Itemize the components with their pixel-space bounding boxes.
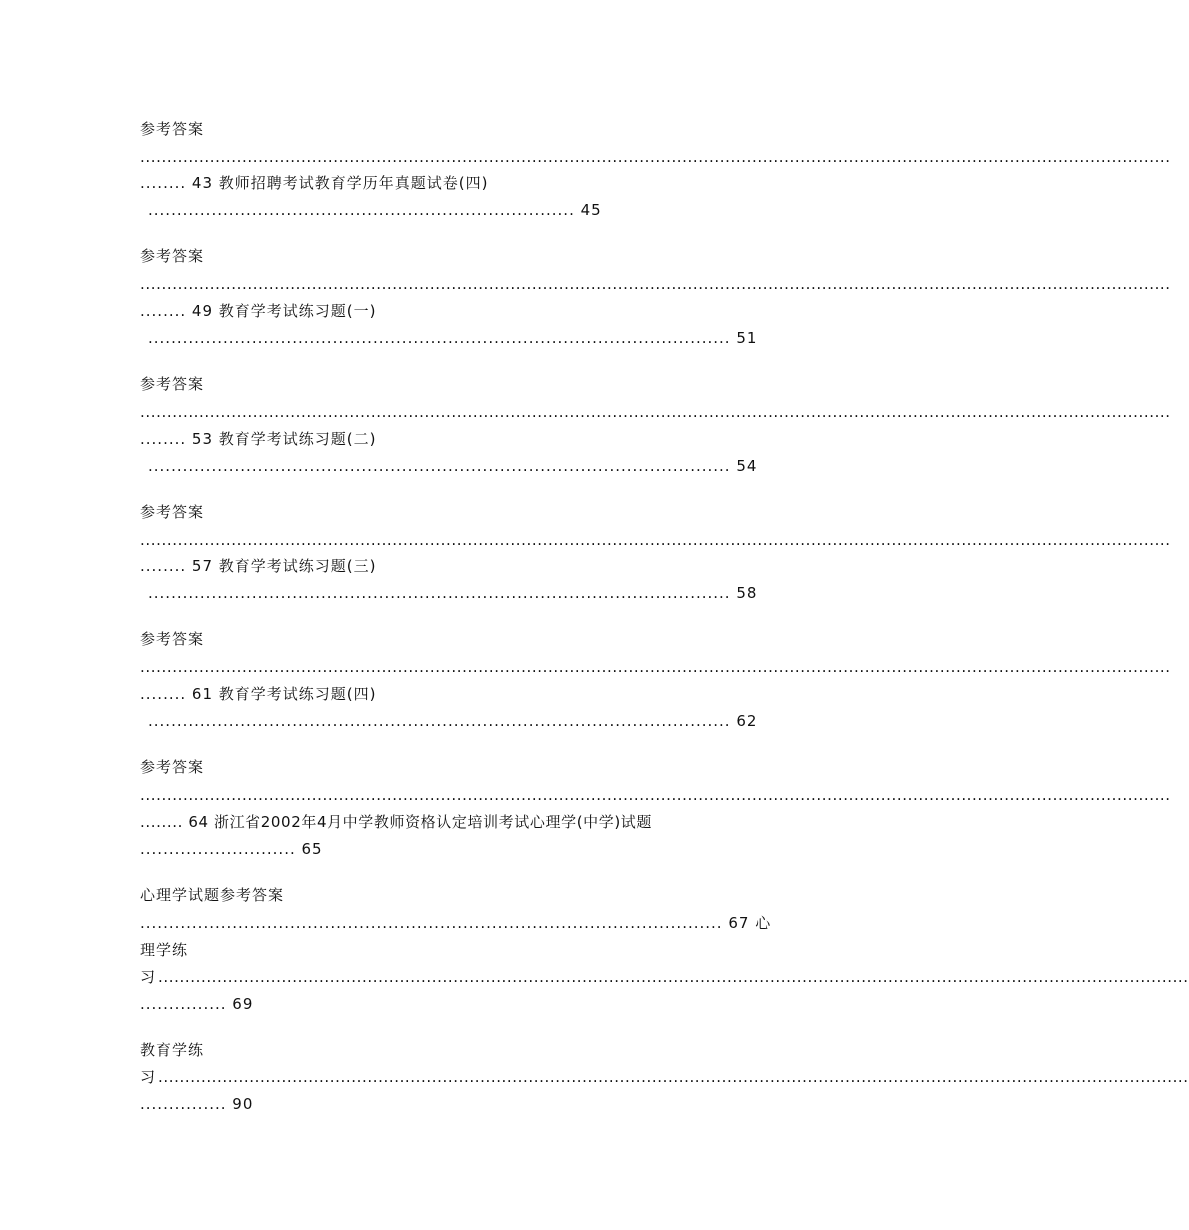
toc-entry[interactable] — [140, 301, 377, 321]
toc-entry[interactable] — [140, 812, 652, 832]
dot-leader: ................................................................................................................................................................................................ — [140, 275, 1171, 293]
toc-lead: ........ 61 — [140, 685, 219, 703]
dot-leader: ................................................................................................................................................................................................ — [140, 148, 1171, 166]
toc-lead: ........ 53 — [140, 430, 219, 448]
toc-heading: 参考答案 — [140, 375, 205, 393]
toc-page-number-line: ..................................................................................................... 51 — [148, 329, 758, 347]
toc-entry-title[interactable]: 理学练 — [140, 941, 189, 959]
toc-entry[interactable] — [140, 429, 377, 449]
toc-entry-title: 教师招聘考试教育学历年真题试卷(四) — [218, 174, 489, 192]
toc-heading: 参考答案 — [140, 630, 205, 648]
dot-leader: ................................................................................................................................................................................................ — [140, 531, 1171, 549]
dot-leader: ................................................................................................................................................................................................ — [140, 658, 1171, 676]
toc-entry-title: 教育学考试练习题(二) — [218, 430, 377, 448]
toc-entry-title: 教育学考试练习题(三) — [218, 557, 377, 575]
toc-heading: 参考答案 — [140, 120, 205, 138]
toc-lead: ........ 64 — [140, 813, 214, 831]
toc-entry-title[interactable]: 习 — [140, 968, 157, 986]
dot-leader: ................................................................................................................................................................................................ — [158, 1068, 1189, 1086]
toc-entry-title: 浙江省2002年4月中学教师资格认定培训考试心理学(中学)试题 — [213, 813, 652, 831]
toc-lead: ........ 57 — [140, 557, 219, 575]
toc-entry[interactable] — [140, 173, 489, 193]
toc-lead: ........ 43 — [140, 174, 219, 192]
toc-page-number-line: .......................................................................... 45 — [148, 201, 602, 219]
dot-leader: ................................................................................................................................................................................................ — [140, 786, 1171, 804]
toc-heading: 心理学试题参考答案 — [140, 886, 285, 904]
toc-entry-title: 教育学考试练习题(一) — [218, 302, 377, 320]
toc-lead: ........ 49 — [140, 302, 219, 320]
toc-page-number-line: ..................................................................................................... 62 — [148, 712, 758, 730]
dot-leader: ................................................................................................................................................................................................ — [140, 403, 1171, 421]
toc-heading: 参考答案 — [140, 758, 205, 776]
toc-page-number-line: ............... 90 — [140, 1095, 254, 1113]
toc-entry[interactable] — [140, 556, 377, 576]
toc-page-number-line: ..................................................................................................... 67 心 — [140, 914, 772, 932]
toc-entry-title: 教育学考试练习题(四) — [218, 685, 377, 703]
toc-page-number-line: ..................................................................................................... 54 — [148, 457, 758, 475]
toc-page-number-line: ..................................................................................................... 58 — [148, 584, 758, 602]
toc-entry[interactable] — [140, 684, 377, 704]
toc-page-number-line: ........................... 65 — [140, 840, 323, 858]
toc-page-number-line: ............... 69 — [140, 995, 254, 1013]
toc-entry-title[interactable]: 教育学练 — [140, 1041, 205, 1059]
toc-heading: 参考答案 — [140, 247, 205, 265]
dot-leader: ................................................................................................................................................................................................ — [158, 968, 1189, 986]
toc-heading: 参考答案 — [140, 503, 205, 521]
toc-entry-title[interactable]: 习 — [140, 1068, 157, 1086]
